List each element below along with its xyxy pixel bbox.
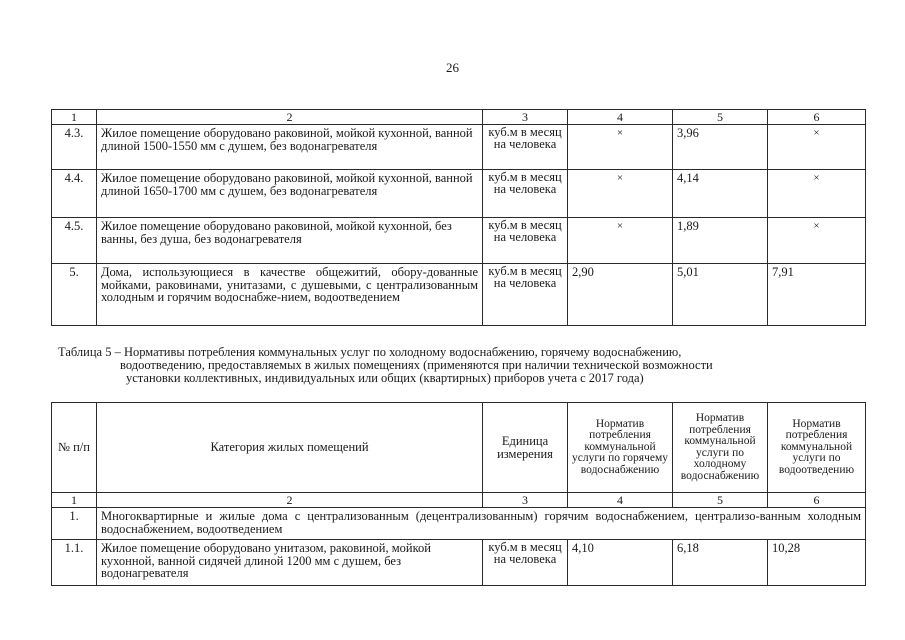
row-value-hot: 4,10 <box>568 540 673 586</box>
section-number: 1. <box>52 508 97 540</box>
column-index: 3 <box>483 110 568 125</box>
header-unit: Единица измерения <box>483 403 568 493</box>
table-row <box>52 170 866 218</box>
column-index: 1 <box>52 493 97 508</box>
column-index: 2 <box>97 110 483 125</box>
table-row <box>52 125 866 170</box>
row-category: Жилое помещение оборудовано унитазом, раковиной, мойкой кухонной, ванной сидячей длиной 1200 мм с душем, без водонагревателя <box>97 540 483 586</box>
row-value-cold: 1,89 <box>673 218 768 264</box>
header-category: Категория жилых помещений <box>97 403 483 493</box>
row-unit: куб.м в месяц на человека <box>483 170 568 218</box>
column-index: 6 <box>768 110 866 125</box>
row-value-hot: × <box>568 125 673 170</box>
row-number: 4.3. <box>52 125 97 170</box>
row-category: Жилое помещение оборудовано раковиной, мойкой кухонной, ванной длиной 1500-1550 мм с душем, без водонагревателя <box>97 125 483 170</box>
row-value-drain: × <box>768 170 866 218</box>
caption-line: водоотведению, предоставляемых в жилых помещениях (применяются при наличии технической возможности <box>120 358 713 372</box>
caption-line: Таблица 5 – Нормативы потребления коммунальных услуг по холодному водоснабжению, горячему водоснабжению, <box>58 345 682 359</box>
header-cold-water: Норматив потребления коммунальной услуги по холодному водоснабжению <box>673 403 768 493</box>
row-value-hot: 2,90 <box>568 264 673 326</box>
column-index: 1 <box>52 110 97 125</box>
column-index: 4 <box>568 110 673 125</box>
row-value-drain: 10,28 <box>768 540 866 586</box>
section-title: Многоквартирные и жилые дома с централизованным (децентрализованным) горячим водоснабжением, централизо-ванным холодным водоснабжением, водоотведением <box>97 508 866 540</box>
header-drainage: Норматив потребления коммунальной услуги по водоотведению <box>768 403 866 493</box>
row-category: Дома, использующиеся в качестве общежитий, обору-дованные мойками, раковинами, унитазами, с душевыми, с централизованным холодным и горячим водоснабже-нием, водоотведением <box>97 264 483 326</box>
column-index: 5 <box>673 493 768 508</box>
row-unit: куб.м в месяц на человека <box>483 540 568 586</box>
table-5 <box>51 402 866 586</box>
row-value-drain: × <box>768 125 866 170</box>
table-row <box>52 540 866 586</box>
column-index: 4 <box>568 493 673 508</box>
row-unit: куб.м в месяц на человека <box>483 264 568 326</box>
table-header-index-row <box>52 110 866 125</box>
page-number: 26 <box>446 60 459 75</box>
table-continued <box>51 109 866 326</box>
row-value-cold: 4,14 <box>673 170 768 218</box>
header-number: № п/п <box>52 403 97 493</box>
row-number: 4.4. <box>52 170 97 218</box>
row-unit: куб.м в месяц на человека <box>483 125 568 170</box>
row-number: 5. <box>52 264 97 326</box>
column-index: 2 <box>97 493 483 508</box>
row-number: 4.5. <box>52 218 97 264</box>
column-index: 5 <box>673 110 768 125</box>
row-category: Жилое помещение оборудовано раковиной, мойкой кухонной, без ванны, без душа, без водонагревателя <box>97 218 483 264</box>
row-number: 1.1. <box>52 540 97 586</box>
table-header-index-row <box>52 493 866 508</box>
column-index: 6 <box>768 493 866 508</box>
table-row <box>52 218 866 264</box>
caption-line: установки коллективных, индивидуальных или общих (квартирных) приборов учета с 2017 года) <box>126 371 644 385</box>
table-header-row <box>52 403 866 493</box>
table-row <box>52 264 866 326</box>
row-category: Жилое помещение оборудовано раковиной, мойкой кухонной, ванной длиной 1650-1700 мм с душем, без водонагревателя <box>97 170 483 218</box>
row-value-drain: × <box>768 218 866 264</box>
row-value-cold: 3,96 <box>673 125 768 170</box>
row-value-hot: × <box>568 170 673 218</box>
row-value-drain: 7,91 <box>768 264 866 326</box>
row-value-cold: 5,01 <box>673 264 768 326</box>
section-row <box>52 508 866 540</box>
column-index: 3 <box>483 493 568 508</box>
header-hot-water: Норматив потребления коммунальной услуги по горячему водоснабжению <box>568 403 673 493</box>
row-unit: куб.м в месяц на человека <box>483 218 568 264</box>
row-value-hot: × <box>568 218 673 264</box>
row-value-cold: 6,18 <box>673 540 768 586</box>
table-caption <box>58 346 858 385</box>
